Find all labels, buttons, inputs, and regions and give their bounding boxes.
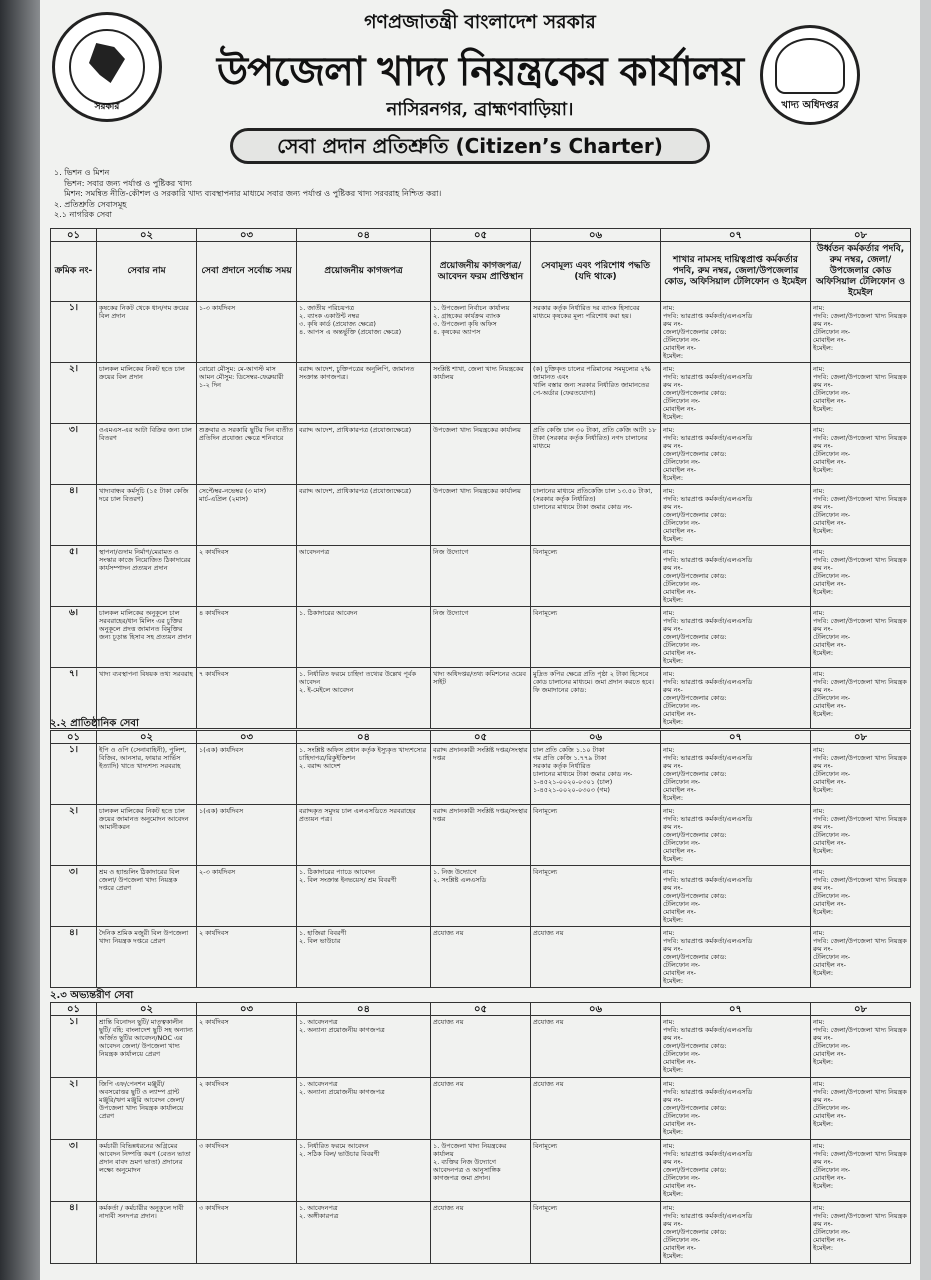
cell-docs: ১. আবেদনপত্র ২. অন্যান্য প্রয়োজনীয় কাগজপত্র (297, 1078, 431, 1140)
cell-time: ২ কার্যদিবস (197, 546, 297, 607)
cell-time: বোরো মৌসুম: মে-আগস্ট মাস আমন মৌসুম: ডিসেম্বর-ফেব্রুয়ারী ১-২ দিন (197, 363, 297, 424)
cell-docs: ১. নির্ধারিত ফরমে আবেদন ২. সঠিক বিল/ ভাউচার বিবরণী (297, 1140, 431, 1202)
cell-officer: নাম: পদবি: ভারপ্রাপ্ত কর্মকর্তা/এলএসডি রুম নং- জেলা/উপজেলার কোড: টেলিফোন নং- মোবাইল নং- ইমেইল: (661, 424, 811, 485)
cell-fee: বিনামূল্যে (531, 1202, 661, 1264)
cell-superior: নাম: পদবি: জেলা/উপজেলা খাদ্য নিয়ন্ত্রক রুম নং- টেলিফোন নং- মোবাইল নং- ইমেইল: (811, 546, 911, 607)
cell-fee: চাল প্রতি কেজি ১.১০ টাকা গম প্রতি কেজি ১.৭৭৯ টাকা সরকার কর্তৃক নির্ধারিত চালানের মাধ্যমে টাকা জমার কোড নং- ১-৪৫২১-০০২০-০৩০১ (চাল) ১-৪৫২১-০০২০-০৩০৩ (গম) (531, 744, 661, 805)
cell-source: ১. উপজেলা খাদ্য নিয়ন্ত্রকের কার্যালয় ২. ব্যক্তির নিজ উদ্যোগে আবেদনপত্র ও আনুসাঙ্গিক কাগজপত্র জমা প্রদান। (431, 1140, 531, 1202)
cell-source: বরাদ্দ প্রদানকারী সংশ্লিষ্ট দপ্তর/সংস্থার দপ্তর (431, 805, 531, 866)
cell-superior: নাম: পদবি: জেলা/উপজেলা খাদ্য নিয়ন্ত্রক রুম নং- টেলিফোন নং- মোবাইল নং- ইমেইল: (811, 363, 911, 424)
cell-sl: ১। (51, 1016, 97, 1078)
cell-source: প্রযোজ্য নয় (431, 927, 531, 988)
cell-superior: নাম: পদবি: জেলা/উপজেলা খাদ্য নিয়ন্ত্রক রুম নং- টেলিফোন নং- মোবাইল নং- ইমেইল: (811, 1078, 911, 1140)
cell-fee: বিনামূল্যে (531, 546, 661, 607)
cell-sl: ৫। (51, 546, 97, 607)
government-seal-icon: সরকার (52, 12, 162, 122)
cell-officer: নাম: পদবি: ভারপ্রাপ্ত কর্মকর্তা/এলএসডি রুম নং- জেলা/উপজেলার কোড: টেলিফোন নং- মোবাইল নং- ইমেইল: (661, 485, 811, 546)
cell-officer: নাম: পদবি: ভারপ্রাপ্ত কর্মকর্তা/এলএসডি রুম নং- জেলা/উপজেলার কোড: টেলিফোন নং- মোবাইল নং- ইমেইল: (661, 1202, 811, 1264)
cell-docs: ১. হাজিরা বিবরণী ২. বিল ভাউচার (297, 927, 431, 988)
column-header: সেবামূল্য এবং পরিশোধ পদ্ধতি (যদি থাকে) (531, 242, 661, 302)
cell-source: নিজ উদ্যোগে (431, 607, 531, 668)
column-number: ০৫ (431, 1003, 531, 1016)
cell-sl: ২। (51, 805, 97, 866)
cell-name: ওএমএস-এর আটা বিক্রির জন্য চাল বিতরণ (97, 424, 197, 485)
cell-time: ২ কার্যদিবস (197, 1078, 297, 1140)
cell-sl: ৩। (51, 866, 97, 927)
table-row (51, 668, 911, 729)
cell-superior: নাম: পদবি: জেলা/উপজেলা খাদ্য নিয়ন্ত্রক রুম নং- টেলিফোন নং- মোবাইল নং- ইমেইল: (811, 607, 911, 668)
vision-mission: ১. ভিশন ও মিশন ভিশন: সবার জন্য পর্যাপ্ত ও পুষ্টিকর খাদ্য মিশন: সমন্বিত নীতি-কৌশল ও সরকারি খাদ্য ব্যবস্থাপনার মাধ্যমে সবার জন্য পর্যাপ্ত ও পুষ্টিকর খাদ্য সরবরাহ নিশ্চিত করা। ২. প্রতিশ্রুতি সেবাসমূহ ২.১ নাগরিক সেবা (54, 168, 442, 219)
citizen-services-table (50, 228, 911, 729)
cell-fee: সরকার কর্তৃক নির্ধারিত দর ব্যাংক হিসাবের মাধ্যমে কৃষকের মূল্য পরিশোধ করা হয়। (531, 302, 661, 363)
cell-docs: ১. সংশ্লিষ্ট অফিস প্রধান কর্তৃক ইস্যুকৃত খাদ্যশস্যের চাহিদাপত্র/রিকুইজিশন ২. বরাদ্দ আদেশ (297, 744, 431, 805)
cell-officer: নাম: পদবি: ভারপ্রাপ্ত কর্মকর্তা/এলএসডি রুম নং- জেলা/উপজেলার কোড: টেলিফোন নং- মোবাইল নং- ইমেইল: (661, 1140, 811, 1202)
cell-superior: নাম: পদবি: জেলা/উপজেলা খাদ্য নিয়ন্ত্রক রুম নং- টেলিফোন নং- মোবাইল নং- ইমেইল: (811, 668, 911, 729)
table-row (51, 1202, 911, 1264)
cell-docs: ১. ঠিকাদারের প্যাডে আবেদন ২. বিল সংক্রান্ত ইনভয়েস/ শ্রম বিবরণী (297, 866, 431, 927)
cell-docs: আবেদনপত্র (297, 546, 431, 607)
cell-superior: নাম: পদবি: জেলা/উপজেলা খাদ্য নিয়ন্ত্রক রুম নং- টেলিফোন নং- মোবাইল নং- ইমেইল: (811, 424, 911, 485)
food-directorate-logo-icon: খাদ্য অধিদপ্তর (760, 25, 860, 125)
cell-name: দৈনিক শ্রমিক মজুরী বিল উপজেলা খাদ্য নিয়ন্ত্রক দপ্তরে প্রেরণ (97, 927, 197, 988)
column-number: ০৩ (197, 1003, 297, 1016)
cell-officer: নাম: পদবি: ভারপ্রাপ্ত কর্মকর্তা/এলএসডি রুম নং- জেলা/উপজেলার কোড: টেলিফোন নং- মোবাইল নং- ইমেইল: (661, 668, 811, 729)
cell-sl: ১। (51, 744, 97, 805)
column-header: ক্রমিক নং- (51, 242, 97, 302)
column-number: ০২ (97, 1003, 197, 1016)
cell-sl: ৬। (51, 607, 97, 668)
cell-time: ৭ কার্যদিবস (197, 668, 297, 729)
table-row (51, 607, 911, 668)
column-header: প্রয়োজনীয় কাগজপত্র (297, 242, 431, 302)
cell-superior: নাম: পদবি: জেলা/উপজেলা খাদ্য নিয়ন্ত্রক রুম নং- টেলিফোন নং- মোবাইল নং- ইমেইল: (811, 302, 911, 363)
column-number: ০৪ (297, 1003, 431, 1016)
internal-services-table (50, 1002, 911, 1264)
cell-superior: নাম: পদবি: জেলা/উপজেলা খাদ্য নিয়ন্ত্রক রুম নং- টেলিফোন নং- মোবাইল নং- ইমেইল: (811, 805, 911, 866)
column-header-row (51, 242, 911, 302)
column-number: ০৫ (431, 731, 531, 744)
cell-sl: ৭। (51, 668, 97, 729)
cell-docs: বরাদ্দ আদেশ, প্রাধিকারপত্র (প্রযোজ্যক্ষেত্রে) (297, 485, 431, 546)
institutional-services-table (50, 730, 911, 988)
government-title: গণপ্রজাতন্ত্রী বাংলাদেশ সরকার (364, 11, 596, 33)
column-number: ০৮ (811, 731, 911, 744)
column-number: ০৬ (531, 731, 661, 744)
cell-officer: নাম: পদবি: ভারপ্রাপ্ত কর্মকর্তা/এলএসডি রুম নং- জেলা/উপজেলার কোড: টেলিফোন নং- মোবাইল নং- ইমেইল: (661, 744, 811, 805)
cell-sl: ৩। (51, 1140, 97, 1202)
cell-source: নিজ উদ্যোগে (431, 546, 531, 607)
cell-docs: ১. আবেদনপত্র ২. অন্যান্য প্রয়োজনীয় কাগজপত্র (297, 1016, 431, 1078)
column-header: শাখার নামসহ দায়িত্বপ্রাপ্ত কর্মকর্তার পদবি, রুম নম্বর, জেলা/উপজেলার কোড, অফিসিয়াল টেলিফোন ও ইমেইল (661, 242, 811, 302)
office-location: নাসিরনগর, ব্রাহ্মণবাড়িয়া। (386, 99, 574, 120)
cell-name: শ্রান্তি বিনোদন ছুটি/ মাতৃত্বকালীন ছুটি/ বহি: বাংলাদেশ ছুটি সহ অন্যান্য অর্জিত ছুটির আবেদন/NOC এর আবেদন জেলা/ উপজেলা খাদ্য নিয়ন্ত্রক কার্যালয়ে প্রেরণ (97, 1016, 197, 1078)
cell-superior: নাম: পদবি: জেলা/উপজেলা খাদ্য নিয়ন্ত্রক রুম নং- টেলিফোন নং- মোবাইল নং- ইমেইল: (811, 1016, 911, 1078)
cell-docs: ১. ঠিকাদারের আবেদন (297, 607, 431, 668)
cell-name: স্থাপনা/গুদাম নির্মাণ/মেরামত ও সংস্কার কাজে নিয়োজিত ঠিকাদারের কার্যসম্পাদন প্রত্যয়ন প্রদান (97, 546, 197, 607)
cell-sl: ৪। (51, 927, 97, 988)
cell-name: চালকল মালিকের নিকট হতে চাল ক্রয়ের বিল প্রদান (97, 363, 197, 424)
cell-fee: মুদ্রিত কপির ক্ষেত্রে প্রতি পৃষ্ঠা ২ টাকা হিসেবে কোড চালানের মাধ্যমে। জমা প্রদান করতে হবে। ফি জমাদানের কোড: (531, 668, 661, 729)
cell-fee: চালানের মাধ্যমে প্রতিকেজি চাল ১৩.৫০ টাকা, (সরকার কর্তৃক নির্ধারিত) চালানের মাধ্যমে টাকা জমার কোড নং- (531, 485, 661, 546)
cell-docs: বরাদ্দ আদেশ, চুক্তিপত্রের অনুলিপি, জামানত সংক্রান্ত কাগজপত্র। (297, 363, 431, 424)
cell-officer: নাম: পদবি: ভারপ্রাপ্ত কর্মকর্তা/এলএসডি রুম নং- জেলা/উপজেলার কোড: টেলিফোন নং- মোবাইল নং- ইমেইল: (661, 302, 811, 363)
charter-sheet (40, 0, 920, 1280)
cell-time: ১-৩ কার্যদিবস (197, 302, 297, 363)
column-number: ০৩ (197, 731, 297, 744)
cell-superior: নাম: পদবি: জেলা/উপজেলা খাদ্য নিয়ন্ত্রক রুম নং- টেলিফোন নং- মোবাইল নং- ইমেইল: (811, 1140, 911, 1202)
section-title-internal: ২.৩ অভ্যন্তরীণ সেবা (50, 990, 134, 1001)
cell-fee: প্রযোজ্য নয় (531, 927, 661, 988)
table-row (51, 866, 911, 927)
cell-docs: বরাদ্দকৃত সমুদয় চাল এলএসডিতে সরবরাহের প্রত্যয়ন পত্র। (297, 805, 431, 866)
cell-time: ২ কার্যদিবস (197, 927, 297, 988)
column-number: ০১ (51, 731, 97, 744)
column-number: ০৬ (531, 1003, 661, 1016)
column-number: ০৭ (661, 731, 811, 744)
table-row (51, 1078, 911, 1140)
cell-docs: ১. নির্ধারিত ফরমে চাহিদা তথ্যের উল্লেখ পূর্বক আবেদন ২. ই-মেইলে আবেদন (297, 668, 431, 729)
cell-fee: বিনামূল্যে (531, 805, 661, 866)
column-number: ০৮ (811, 229, 911, 242)
table-row (51, 744, 911, 805)
column-header: উর্ধ্বতন কর্মকর্তার পদবি, রুম নম্বর, জেলা/উপজেলার কোড অফিসিয়াল টেলিফোন ও ইমেইল (811, 242, 911, 302)
table-row (51, 424, 911, 485)
cell-time: ৪ কার্যদিবস (197, 607, 297, 668)
cell-superior: নাম: পদবি: জেলা/উপজেলা খাদ্য নিয়ন্ত্রক রুম নং- টেলিফোন নং- মোবাইল নং- ইমেইল: (811, 866, 911, 927)
cell-officer: নাম: পদবি: ভারপ্রাপ্ত কর্মকর্তা/এলএসডি রুম নং- জেলা/উপজেলার কোড: টেলিফোন নং- মোবাইল নং- ইমেইল: (661, 1016, 811, 1078)
cell-name: কৃষকের নিকট থেকে ধান/গম ক্রয়ের বিল প্রদান (97, 302, 197, 363)
cell-fee: বিনামূল্যে (531, 1140, 661, 1202)
cell-name: জিপি এফ/পেনশন মঞ্জুরী/ অবসরোত্তর ছুটি ও ল্যাম্প গ্রান্ট মঞ্জুরি/ঋণ মঞ্জুরি আবেদন জেলা/ উপজেলা খাদ্য নিয়ন্ত্রক কার্যালয়ে প্রেরণ (97, 1078, 197, 1140)
cell-sl: ৩। (51, 424, 97, 485)
cell-superior: নাম: পদবি: জেলা/উপজেলা খাদ্য নিয়ন্ত্রক রুম নং- টেলিফোন নং- মোবাইল নং- ইমেইল: (811, 485, 911, 546)
column-number: ০১ (51, 229, 97, 242)
cell-source: প্রযোজ্য নয় (431, 1016, 531, 1078)
cell-docs: ১. আবেদনপত্র ২. অঙ্গীকারপত্র (297, 1202, 431, 1264)
cell-name: চালকল মালিকের অনুকূলে চাল সরবরাহের/ধান মিলিং এর চুক্তির অনুকূলে প্রদত্ত জামানত বিমুক্তির জন্য চূড়ান্ত হিসাব সহ প্রত্যয়ন প্রদান (97, 607, 197, 668)
column-number: ০২ (97, 731, 197, 744)
background-edge (0, 0, 40, 1280)
column-number: ০৫ (431, 229, 531, 242)
cell-source: বরাদ্দ প্রদানকারী সংশ্লিষ্ট দপ্তর/সংস্থার দপ্তর (431, 744, 531, 805)
table-row (51, 805, 911, 866)
cell-officer: নাম: পদবি: ভারপ্রাপ্ত কর্মকর্তা/এলএসডি রুম নং- জেলা/উপজেলার কোড: টেলিফোন নং- মোবাইল নং- ইমেইল: (661, 866, 811, 927)
citizen-charter-banner: সেবা প্রদান প্রতিশ্রুতি (Citizen’s Charter) (230, 128, 710, 164)
cell-sl: ২। (51, 363, 97, 424)
column-number: ০৮ (811, 1003, 911, 1016)
cell-time: ২ কার্যদিবস (197, 1016, 297, 1078)
cell-sl: ২। (51, 1078, 97, 1140)
cell-name: খাদ্যবান্ধব কর্মসূচি (১৫ টাকা কেজি দরে চাল বিতরণ) (97, 485, 197, 546)
cell-docs: বরাদ্দ আদেশ, প্রাধিকারপত্র (প্রযোজ্যক্ষেত্রে) (297, 424, 431, 485)
cell-officer: নাম: পদবি: ভারপ্রাপ্ত কর্মকর্তা/এলএসডি রুম নং- জেলা/উপজেলার কোড: টেলিফোন নং- মোবাইল নং- ইমেইল: (661, 805, 811, 866)
section-title-institutional: ২.২ প্রাতিষ্ঠানিক সেবা (50, 718, 139, 729)
cell-source: উপজেলা খাদ্য নিয়ন্ত্রকের কার্যালয় (431, 424, 531, 485)
column-number-row (51, 1003, 911, 1016)
cell-name: কর্মকর্তা / কর্মচারীর অনুকূলে দাবী নাদাবী সনদপত্র প্রদান। (97, 1202, 197, 1264)
table-row (51, 546, 911, 607)
cell-name: শ্রম ও হ্যান্ডলিং ঠিকাদারের বিল জেলা/ উপজেলা খাদ্য নিয়ন্ত্রক দপ্তরে প্রেরণ (97, 866, 197, 927)
column-number: ০৬ (531, 229, 661, 242)
cell-fee: বিনামূল্যে (531, 607, 661, 668)
cell-sl: ১। (51, 302, 97, 363)
cell-sl: ৪। (51, 485, 97, 546)
cell-name: কর্মচারী বিভিন্নধরনের অগ্রিমের আবেদন নিষ্পত্তি করণ (বেতন ভাতা প্রদান বাবদ ভ্রমণ ভাতা) প্রদানের লক্ষ্যে অনুমোদন (97, 1140, 197, 1202)
cell-source: খাদ্য অধিদপ্তর/তথ্য কমিশনের ওয়েব সাইট (431, 668, 531, 729)
cell-docs: ১. জাতীয় পরিচয়পত্র ২. ব্যাংক একাউন্ট নম্বর ৩. কৃষি কার্ড (প্রযোজ্য ক্ষেত্রে) ৪. আপস এ অন্তর্ভুক্তি (প্রযোজ্য ক্ষেত্রে) (297, 302, 431, 363)
column-number: ০৭ (661, 1003, 811, 1016)
column-number: ০২ (97, 229, 197, 242)
table-row (51, 302, 911, 363)
column-number: ০৭ (661, 229, 811, 242)
column-number-row (51, 731, 911, 744)
table-row (51, 927, 911, 988)
column-header: সেবার নাম (97, 242, 197, 302)
table-row (51, 1016, 911, 1078)
cell-fee: প্রযোজ্য নয় (531, 1078, 661, 1140)
cell-officer: নাম: পদবি: ভারপ্রাপ্ত কর্মকর্তা/এলএসডি রুম নং- জেলা/উপজেলার কোড: টেলিফোন নং- মোবাইল নং- ইমেইল: (661, 1078, 811, 1140)
cell-source: সংশ্লিষ্ট শাখা, জেলা খাদ্য নিয়ন্ত্রকের কার্যালয় (431, 363, 531, 424)
cell-time: শুক্রবার ও সরকারি ছুটির দিন ব্যতীত প্রতিদিন প্রযোজ্য ক্ষেত্রে শনিবারে (197, 424, 297, 485)
cell-source: প্রযোজ্য নয় (431, 1202, 531, 1264)
cell-time: সেপ্টেম্বর-নভেম্বর (৩ মাস) মার্চ-এপ্রিল (২মাস) (197, 485, 297, 546)
cell-time: ২-৩ কার্যদিবস (197, 866, 297, 927)
cell-name: ইপি ও ওপি (সেনাবাহিনী), পুলিশ, বিজিব, আনসার, ফায়ার সার্ভিস ইত্যাদি) খাতে খাদ্যশস্য সরবরাহ (97, 744, 197, 805)
cell-time: ১(এক) কার্যদিবস (197, 744, 297, 805)
cell-source: ১. উপজেলা নির্বাচন কার্যালয় ২. গ্রাহকের কার্যক্রম ব্যাংক ৩. উপজেলা কৃষি অফিস ৪. কৃষকের অ্যাপস (431, 302, 531, 363)
cell-officer: নাম: পদবি: ভারপ্রাপ্ত কর্মকর্তা/এলএসডি রুম নং- জেলা/উপজেলার কোড: টেলিফোন নং- মোবাইল নং- ইমেইল: (661, 363, 811, 424)
cell-name: খাদ্য ব্যবস্থাপনা বিষয়ক তথ্য সরবরাহ (97, 668, 197, 729)
cell-superior: নাম: পদবি: জেলা/উপজেলা খাদ্য নিয়ন্ত্রক রুম নং- টেলিফোন নং- মোবাইল নং- ইমেইল: (811, 744, 911, 805)
cell-superior: নাম: পদবি: জেলা/উপজেলা খাদ্য নিয়ন্ত্রক রুম নং- টেলিফোন নং- মোবাইল নং- ইমেইল: (811, 1202, 911, 1264)
cell-time: ৩ কার্যদিবস (197, 1202, 297, 1264)
office-title: উপজেলা খাদ্য নিয়ন্ত্রকের কার্যালয় (216, 48, 744, 95)
cell-officer: নাম: পদবি: ভারপ্রাপ্ত কর্মকর্তা/এলএসডি রুম নং- জেলা/উপজেলার কোড: টেলিফোন নং- মোবাইল নং- ইমেইল: (661, 546, 811, 607)
cell-source: প্রযোজ্য নয় (431, 1078, 531, 1140)
column-number: ০৪ (297, 229, 431, 242)
table-row (51, 363, 911, 424)
cell-fee: (ক) চুক্তিকৃত চালের পরিমানের সমমূল্যের ২% জামানত এবং খালি বস্তার জন্য সরকার নির্ধারিত জামানতের পে-অর্ডার (ফেরতযোগ্য) (531, 363, 661, 424)
cell-time: ১(এক) কার্যদিবস (197, 805, 297, 866)
column-header: প্রয়োজনীয় কাগজপত্র/আবেদন ফরম প্রাপ্তিস্থান (431, 242, 531, 302)
cell-name: চালকল মালিকের নিকট হতে চাল ক্রয়ের জামানত অনুমোদন আবেদন আমানীকরন (97, 805, 197, 866)
cell-fee: বিনামূল্যে (531, 866, 661, 927)
column-header: সেবা প্রদানে সর্বোচ্চ সময় (197, 242, 297, 302)
column-number-row (51, 229, 911, 242)
cell-time: ৩ কার্যদিবস (197, 1140, 297, 1202)
cell-officer: নাম: পদবি: ভারপ্রাপ্ত কর্মকর্তা/এলএসডি রুম নং- জেলা/উপজেলার কোড: টেলিফোন নং- মোবাইল নং- ইমেইল: (661, 607, 811, 668)
column-number: ০১ (51, 1003, 97, 1016)
cell-source: ১. নিজ উদ্যোগে ২. সংশ্লিষ্ট এলএসডি (431, 866, 531, 927)
cell-superior: নাম: পদবি: জেলা/উপজেলা খাদ্য নিয়ন্ত্রক রুম নং- টেলিফোন নং- মোবাইল নং- ইমেইল: (811, 927, 911, 988)
table-row (51, 485, 911, 546)
cell-fee: প্রযোজ্য নয় (531, 1016, 661, 1078)
column-number: ০৩ (197, 229, 297, 242)
cell-fee: প্রতি কেজি চাল ৩০ টাকা, প্রতি কেজি আটা ১৮ টাকা (সরকার কর্তৃক নির্ধারিত) নগদ চালানের মাধ্যমে (531, 424, 661, 485)
cell-officer: নাম: পদবি: ভারপ্রাপ্ত কর্মকর্তা/এলএসডি রুম নং- জেলা/উপজেলার কোড: টেলিফোন নং- মোবাইল নং- ইমেইল: (661, 927, 811, 988)
cell-source: উপজেলা খাদ্য নিয়ন্ত্রকের কার্যালয় (431, 485, 531, 546)
column-number: ০৪ (297, 731, 431, 744)
table-row (51, 1140, 911, 1202)
cell-sl: ৪। (51, 1202, 97, 1264)
